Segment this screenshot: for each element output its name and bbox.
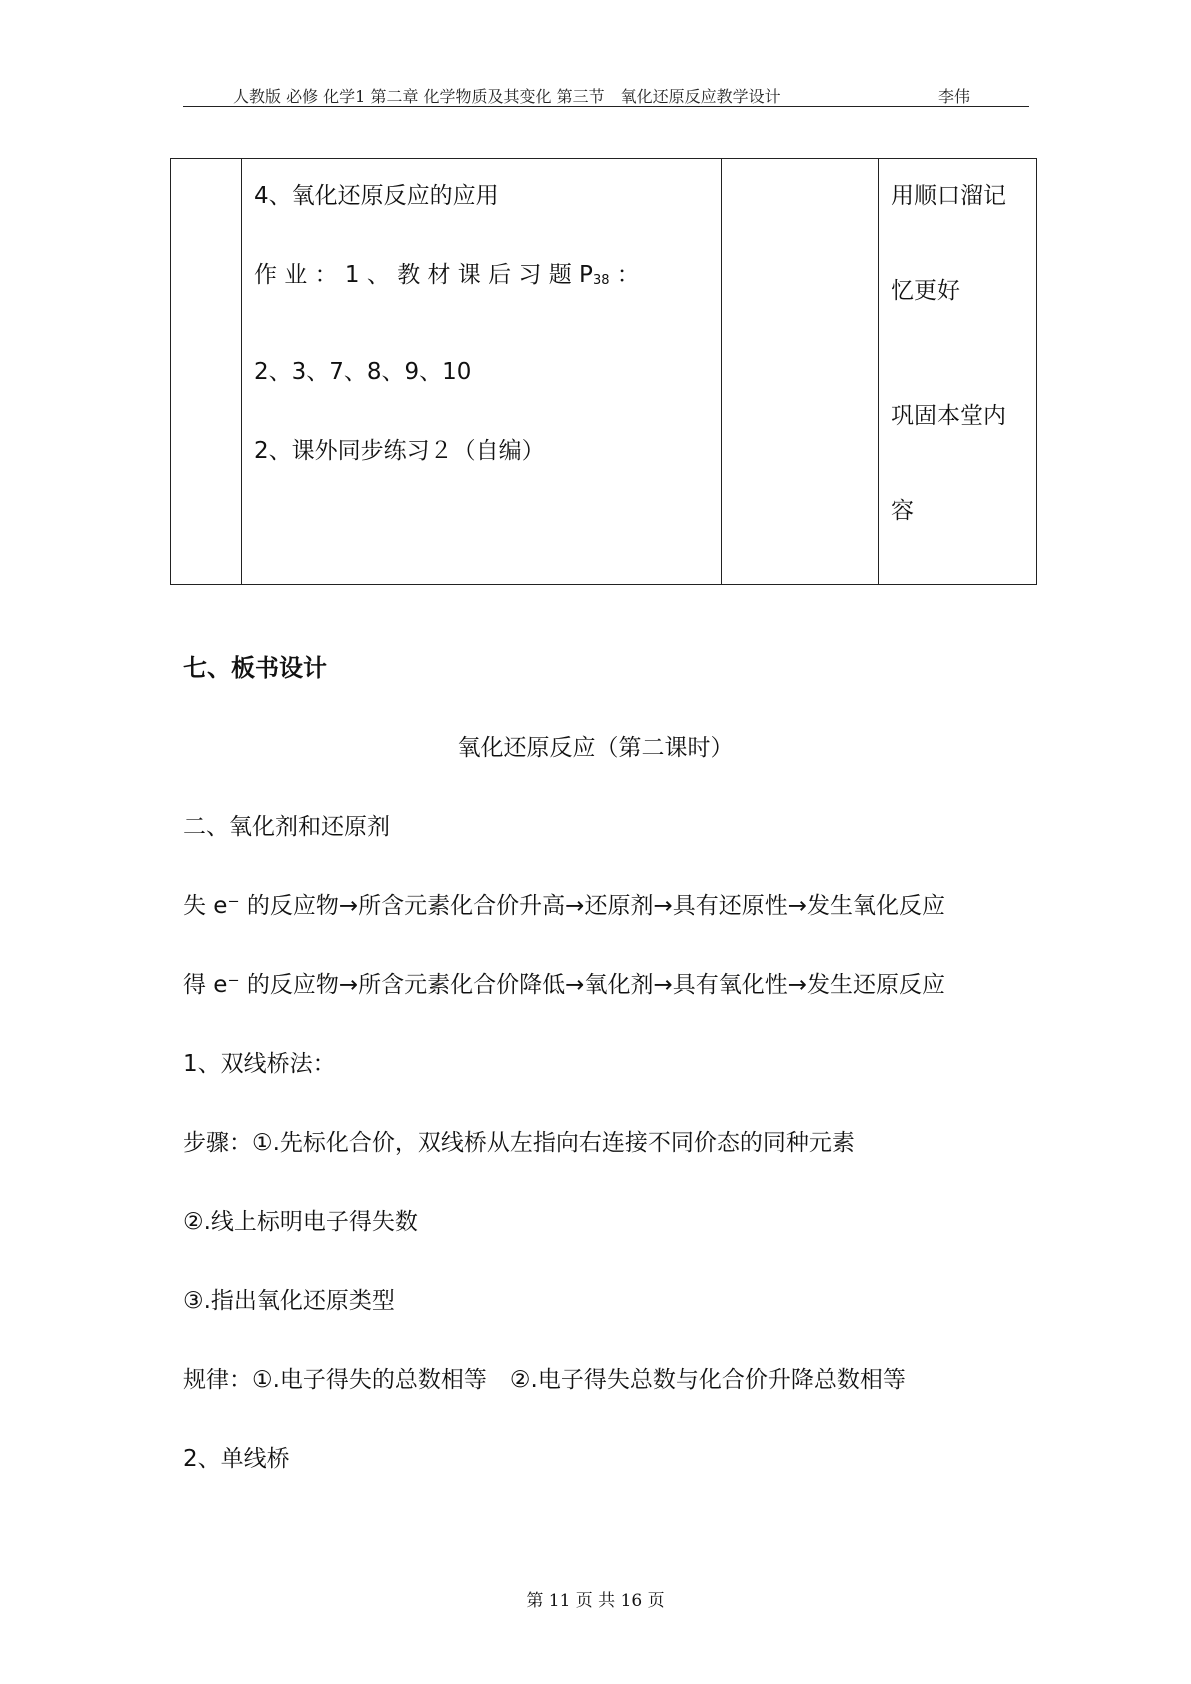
board-line: 得 e⁻ 的反应物→所含元素化合价降低→氧化剂→具有氧化性→发生还原反应 <box>183 972 945 998</box>
board-line: ②.线上标明电子得失数 <box>183 1209 418 1235</box>
homework-colon: ： <box>609 262 640 288</box>
board-line: ③.指出氧化还原类型 <box>183 1288 395 1314</box>
lesson-table <box>170 158 1037 585</box>
board-line: 2、单线桥 <box>183 1446 290 1472</box>
table-note-line: 忆更好 <box>891 278 960 304</box>
section-title: 七、板书设计 <box>183 654 327 682</box>
table-divider <box>721 159 722 584</box>
table-divider <box>878 159 879 584</box>
board-line: 失 e⁻ 的反应物→所含元素化合价升高→还原剂→具有还原性→发生氧化反应 <box>183 893 945 919</box>
homework-text: 作 业 ： 1 、 教 材 课 后 习 题 P <box>254 262 593 288</box>
board-line: 二、氧化剂和还原剂 <box>183 814 390 840</box>
homework-line <box>254 256 706 289</box>
homework-page-subscript: 38 <box>592 273 610 288</box>
table-content-line: 2、课外同步练习２（自编） <box>254 438 545 464</box>
table-note-line: 用顺口溜记 <box>891 183 1006 209</box>
board-line: 步骤：①.先标化合价，双线桥从左指向右连接不同价态的同种元素 <box>183 1130 855 1156</box>
table-content-line: 4、氧化还原反应的应用 <box>254 183 499 209</box>
table-content-line: 2、3、7、8、9、10 <box>254 359 472 385</box>
board-line: 规律：①.电子得失的总数相等 ②.电子得失总数与化合价升降总数相等 <box>183 1367 906 1393</box>
table-note-line: 巩固本堂内 <box>891 403 1006 429</box>
header-title: 人教版 必修 化学1 第二章 化学物质及其变化 第三节 氧化还原反应教学设计 <box>233 87 781 106</box>
page-header <box>183 84 1029 107</box>
board-line: 1、双线桥法： <box>183 1051 336 1077</box>
header-author: 李伟 <box>938 87 971 106</box>
page-number: 第 11 页 共 16 页 <box>526 1591 665 1611</box>
table-note-line: 容 <box>891 498 914 524</box>
board-subtitle: 氧化还原反应（第二课时） <box>457 735 734 761</box>
table-divider <box>241 159 242 584</box>
